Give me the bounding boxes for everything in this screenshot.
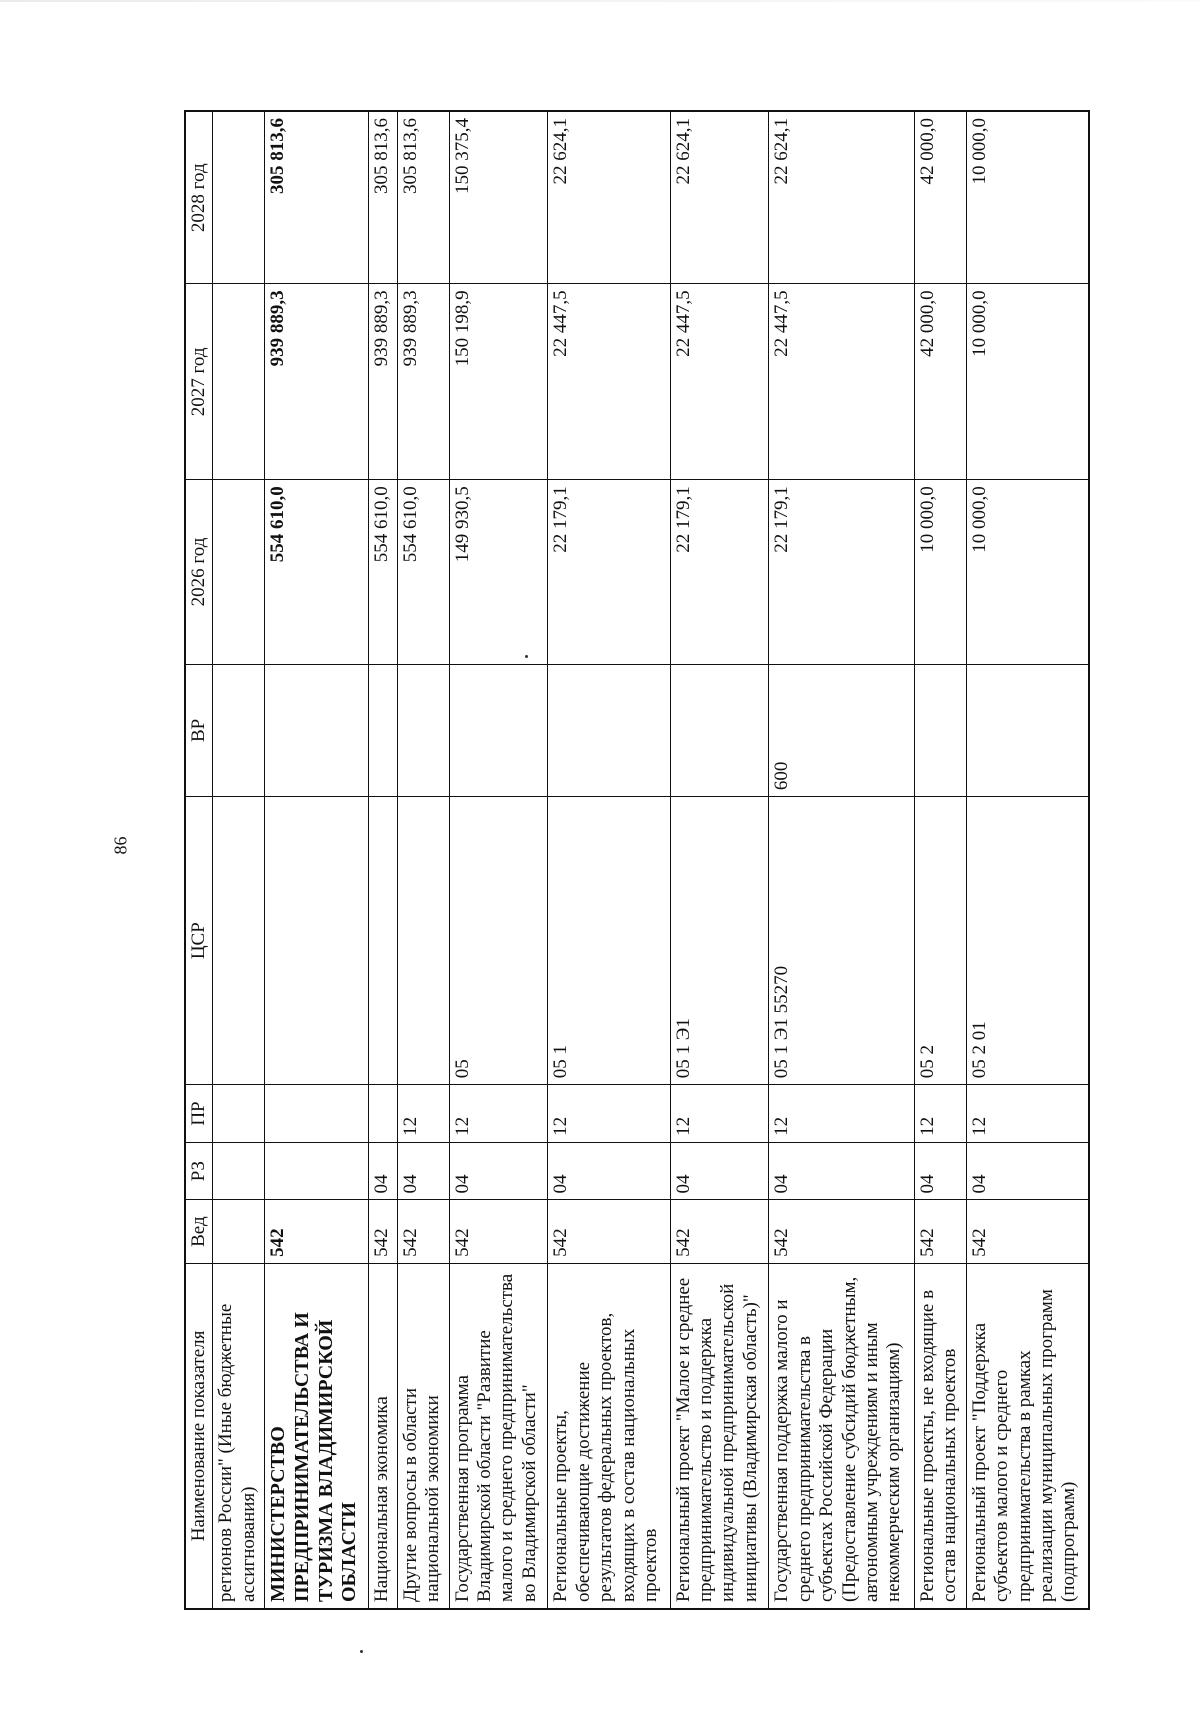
row-ved: 542 — [914, 1200, 966, 1263]
row-pr: 12 — [769, 1085, 915, 1143]
row-value-2026: 22 179,1 — [769, 480, 915, 664]
row-value-2026: 10 000,0 — [966, 480, 1089, 664]
row-value-2028: 305 813,6 — [397, 111, 449, 284]
table-row — [265, 111, 369, 1609]
scan-speck — [360, 1650, 363, 1653]
row-pr: 12 — [670, 1085, 769, 1143]
row-rz: 04 — [369, 1142, 398, 1200]
row-ved: 542 — [548, 1200, 670, 1263]
row-pr — [213, 1085, 265, 1143]
row-value-2028 — [213, 111, 265, 284]
row-rz: 04 — [769, 1142, 915, 1200]
row-value-2027: 150 198,9 — [449, 284, 548, 480]
row-pr — [265, 1085, 369, 1143]
row-csr: 05 2 01 — [966, 797, 1089, 1085]
row-value-2026: 554 610,0 — [397, 480, 449, 664]
row-vr — [548, 664, 670, 797]
row-ved — [213, 1200, 265, 1263]
row-csr: 05 1 Э1 — [670, 797, 769, 1085]
row-value-2027: 939 889,3 — [369, 284, 398, 480]
row-name: регионов России" (Иные бюджетные ассигнования) — [213, 1263, 265, 1609]
row-value-2028: 22 624,1 — [769, 111, 915, 284]
row-name: Государственная поддержка малого и среднего предпринимательства в субъектах Российской Федерации (Предоставление субсидий бюджетным, автономным учреждениям и иным некоммерческим организациям) — [769, 1263, 915, 1609]
row-value-2028: 305 813,6 — [369, 111, 398, 284]
header-rz: РЗ — [185, 1142, 213, 1200]
row-csr: 05 1 Э1 55270 — [769, 797, 915, 1085]
row-rz: 04 — [397, 1142, 449, 1200]
row-name: Региональный проект "Поддержка субъектов малого и среднего предпринимательства в рамках реализации муниципальных программ (подпрограмм) — [966, 1263, 1089, 1609]
budget-table — [184, 110, 1090, 1610]
row-pr: 12 — [548, 1085, 670, 1143]
table-rotated-wrapper — [184, 110, 1090, 1610]
row-value-2026: 554 610,0 — [265, 480, 369, 664]
row-rz — [265, 1142, 369, 1200]
row-csr — [265, 797, 369, 1085]
row-name: Государственная программа Владимирской области "Развитие малого и среднего предпринимательства во Владимирской области" — [449, 1263, 548, 1609]
row-value-2027: 22 447,5 — [670, 284, 769, 480]
row-value-2027: 22 447,5 — [548, 284, 670, 480]
row-ved: 542 — [369, 1200, 398, 1263]
table-row — [914, 111, 966, 1609]
row-name: Региональные проекты, не входящие в состав национальных проектов — [914, 1263, 966, 1609]
row-value-2028: 150 375,4 — [449, 111, 548, 284]
row-vr — [369, 664, 398, 797]
row-name: Региональный проект "Малое и среднее предпринимательство и поддержка индивидуальной предпринимательской инициативы (Владимирская область)" — [670, 1263, 769, 1609]
row-ved: 542 — [966, 1200, 1089, 1263]
table-row — [213, 111, 265, 1609]
row-value-2028: 42 000,0 — [914, 111, 966, 284]
table-row — [769, 111, 915, 1609]
table-row — [397, 111, 449, 1609]
row-csr — [397, 797, 449, 1085]
row-ved: 542 — [397, 1200, 449, 1263]
row-csr: 05 1 — [548, 797, 670, 1085]
row-csr — [369, 797, 398, 1085]
header-2027: 2027 год — [185, 284, 213, 480]
row-pr: 12 — [397, 1085, 449, 1143]
row-value-2026: 22 179,1 — [670, 480, 769, 664]
header-pr: ПР — [185, 1085, 213, 1143]
row-csr: 05 2 — [914, 797, 966, 1085]
table-row — [966, 111, 1089, 1609]
row-vr — [914, 664, 966, 797]
table-header-row — [185, 111, 213, 1609]
row-vr: 600 — [769, 664, 915, 797]
row-value-2026: 554 610,0 — [369, 480, 398, 664]
row-rz: 04 — [914, 1142, 966, 1200]
row-ved: 542 — [670, 1200, 769, 1263]
row-vr — [449, 664, 548, 797]
row-value-2026: 10 000,0 — [914, 480, 966, 664]
row-value-2028: 22 624,1 — [670, 111, 769, 284]
row-vr — [670, 664, 769, 797]
table-row — [449, 111, 548, 1609]
row-pr — [369, 1085, 398, 1143]
row-ved: 542 — [265, 1200, 369, 1263]
header-name: Наименование показателя — [185, 1263, 213, 1609]
row-rz: 04 — [670, 1142, 769, 1200]
row-vr — [265, 664, 369, 797]
table-row — [548, 111, 670, 1609]
page-number: 86 — [110, 836, 131, 855]
row-value-2027: 42 000,0 — [914, 284, 966, 480]
table-row — [369, 111, 398, 1609]
row-rz — [213, 1142, 265, 1200]
row-value-2028: 22 624,1 — [548, 111, 670, 284]
row-value-2028: 10 000,0 — [966, 111, 1089, 284]
row-value-2026: 149 930,5 — [449, 480, 548, 664]
header-csr: ЦСР — [185, 797, 213, 1085]
row-rz: 04 — [966, 1142, 1089, 1200]
row-value-2027: 10 000,0 — [966, 284, 1089, 480]
row-csr: 05 — [449, 797, 548, 1085]
row-pr: 12 — [449, 1085, 548, 1143]
header-ved: Вед — [185, 1200, 213, 1263]
row-name: Национальная экономика — [369, 1263, 398, 1609]
row-value-2026 — [213, 480, 265, 664]
row-csr — [213, 797, 265, 1085]
row-value-2026: 22 179,1 — [548, 480, 670, 664]
header-2028: 2028 год — [185, 111, 213, 284]
row-rz: 04 — [548, 1142, 670, 1200]
row-value-2027: 939 889,3 — [397, 284, 449, 480]
row-pr: 12 — [914, 1085, 966, 1143]
row-vr — [213, 664, 265, 797]
row-vr — [397, 664, 449, 797]
row-value-2028: 305 813,6 — [265, 111, 369, 284]
row-vr — [966, 664, 1089, 797]
row-name: Другие вопросы в области национальной экономики — [397, 1263, 449, 1609]
row-pr: 12 — [966, 1085, 1089, 1143]
row-value-2027: 22 447,5 — [769, 284, 915, 480]
row-value-2027: 939 889,3 — [265, 284, 369, 480]
table-body — [213, 111, 1089, 1609]
row-ved: 542 — [769, 1200, 915, 1263]
row-rz: 04 — [449, 1142, 548, 1200]
row-name: Региональные проекты, обеспечивающие достижение результатов федеральных проектов, входящих в состав национальных проектов — [548, 1263, 670, 1609]
row-value-2027 — [213, 284, 265, 480]
scan-top-edge — [0, 0, 1200, 2]
header-2026: 2026 год — [185, 480, 213, 664]
row-ved: 542 — [449, 1200, 548, 1263]
table-row — [670, 111, 769, 1609]
header-vr: ВР — [185, 664, 213, 797]
row-name: МИНИСТЕРСТВО ПРЕДПРИНИМАТЕЛЬСТВА И ТУРИЗМА ВЛАДИМИРСКОЙ ОБЛАСТИ — [265, 1263, 369, 1609]
